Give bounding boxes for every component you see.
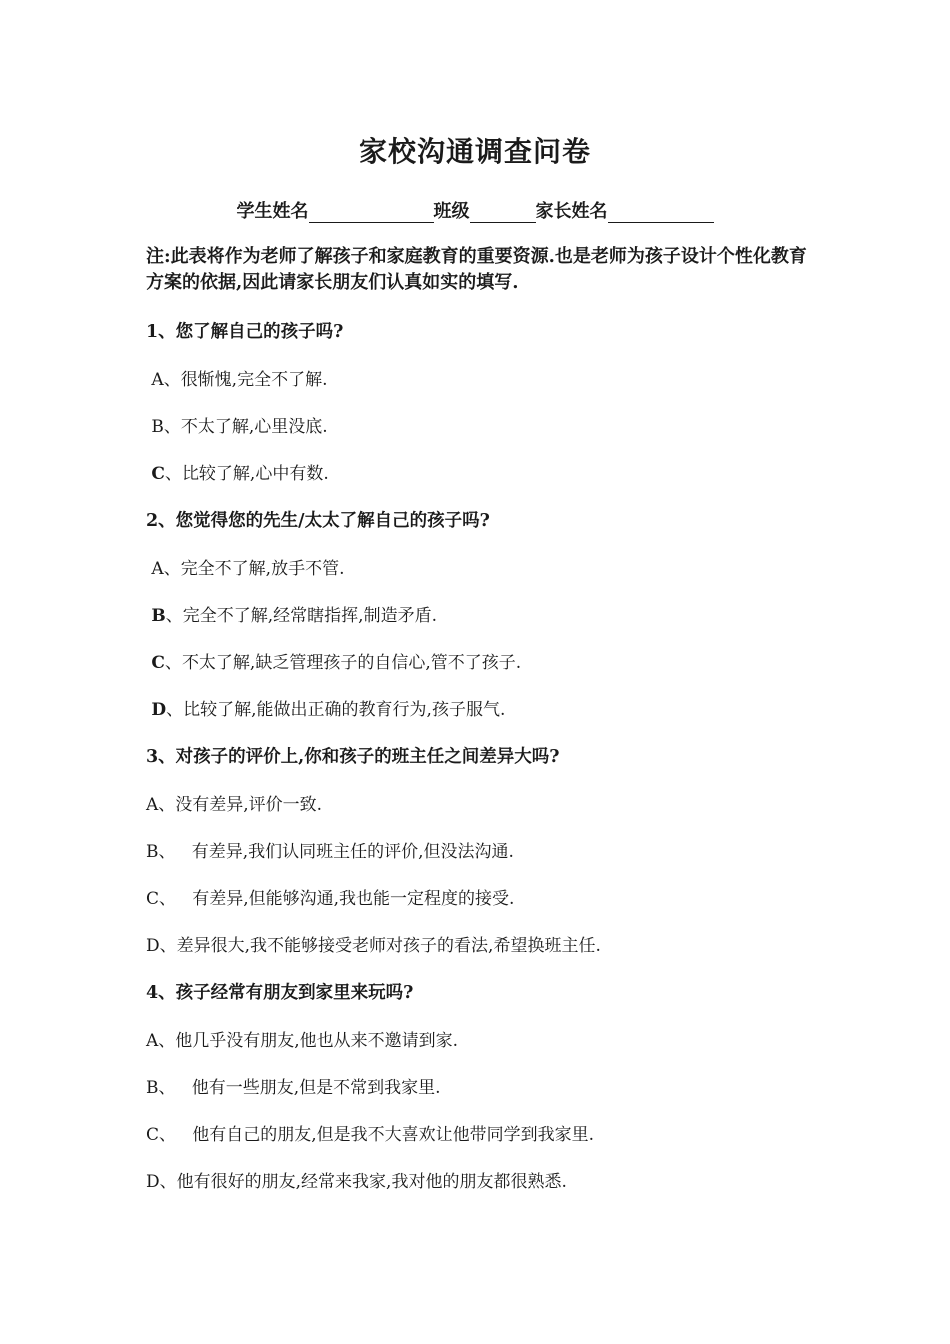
option-letter: D — [151, 700, 167, 720]
option-letter: A — [151, 559, 164, 579]
option-text: 他几乎没有朋友,他也从来不邀请到家. — [175, 1031, 459, 1051]
student-name-label: 学生姓名 — [236, 201, 309, 222]
parent-name-label: 家长姓名 — [535, 201, 608, 222]
option-text: 不太了解,心里没底. — [180, 417, 328, 437]
option-row[interactable] — [146, 931, 601, 956]
question-2: 2、您觉得您的先生/太太了解自己的孩子吗? — [146, 511, 490, 531]
info-line — [0, 197, 950, 223]
option-text: 有差异,我们认同班主任的评价,但没法沟通. — [191, 842, 514, 862]
option-row[interactable] — [146, 459, 329, 484]
option-sep: 、 — [158, 795, 176, 815]
option-letter: C — [151, 464, 165, 484]
option-row[interactable] — [146, 1167, 567, 1192]
option-text: 比较了解,能做出正确的教育行为,孩子服气. — [183, 700, 506, 720]
option-letter: B — [146, 1078, 159, 1098]
option-row[interactable] — [146, 1073, 441, 1098]
option-letter: C — [151, 653, 165, 673]
option-letter: B — [151, 417, 164, 437]
option-text: 完全不了解,经常瞎指挥,制造矛盾. — [182, 606, 437, 626]
option-row[interactable] — [146, 790, 322, 815]
parent-name-blank[interactable] — [608, 204, 714, 223]
option-sep: 、 — [164, 464, 182, 484]
option-sep: 、 — [158, 1031, 176, 1051]
option-letter: C — [146, 889, 160, 909]
option-sep: 、 — [158, 1078, 176, 1098]
option-letter: B — [151, 606, 166, 626]
option-text: 他有一些朋友,但是不常到我家里. — [191, 1078, 441, 1098]
option-text: 差异很大,我不能够接受老师对孩子的看法,希望换班主任. — [176, 936, 601, 956]
student-name-blank[interactable] — [309, 204, 434, 223]
option-sep: 、 — [159, 889, 177, 909]
question-1: 1、您了解自己的孩子吗? — [146, 322, 344, 342]
option-text: 很惭愧,完全不了解. — [180, 370, 328, 390]
question-3: 3、对孩子的评价上,你和孩子的班主任之间差异大吗? — [146, 747, 560, 767]
option-letter: D — [146, 936, 160, 956]
option-sep: 、 — [163, 559, 181, 579]
option-row[interactable] — [146, 884, 514, 909]
option-letter: D — [146, 1172, 160, 1192]
option-row[interactable] — [146, 554, 345, 579]
option-row[interactable] — [146, 1026, 458, 1051]
option-row[interactable] — [146, 648, 521, 673]
option-letter: B — [146, 842, 159, 862]
option-sep: 、 — [159, 1125, 177, 1145]
option-sep: 、 — [165, 606, 183, 626]
option-row[interactable] — [146, 1120, 594, 1145]
option-text: 没有差异,评价一致. — [175, 795, 323, 815]
option-text: 他有很好的朋友,经常来我家,我对他的朋友都很熟悉. — [176, 1172, 567, 1192]
option-sep: 、 — [159, 1172, 177, 1192]
instruction-note: 注:此表将作为老师了解孩子和家庭教育的重要资源.也是老师为孩子设计个性化教育方案的依据,因此请家长朋友们认真如实的填写. — [146, 246, 807, 293]
option-sep: 、 — [163, 417, 181, 437]
option-text: 完全不了解,放手不管. — [180, 559, 345, 579]
option-row[interactable] — [146, 837, 514, 862]
option-row[interactable] — [146, 412, 328, 437]
class-label: 班级 — [433, 201, 470, 222]
option-text: 有差异,但能够沟通,我也能一定程度的接受. — [192, 889, 515, 909]
option-text: 不太了解,缺乏管理孩子的自信心,管不了孩子. — [181, 653, 522, 673]
question-4: 4、孩子经常有朋友到家里来玩吗? — [146, 983, 414, 1003]
option-letter: A — [146, 1031, 159, 1051]
option-sep: 、 — [159, 936, 177, 956]
option-sep: 、 — [163, 370, 181, 390]
page-title: 家校沟通调查问卷 — [358, 135, 591, 168]
class-blank[interactable] — [470, 204, 536, 223]
option-row[interactable] — [146, 601, 437, 626]
option-letter: A — [151, 370, 164, 390]
option-sep: 、 — [158, 842, 176, 862]
option-text: 他有自己的朋友,但是我不大喜欢让他带同学到我家里. — [192, 1125, 595, 1145]
option-letter: C — [146, 1125, 160, 1145]
option-letter: A — [146, 795, 159, 815]
option-row[interactable] — [146, 695, 505, 720]
option-row[interactable] — [146, 365, 328, 390]
option-sep: 、 — [164, 653, 182, 673]
option-sep: 、 — [166, 700, 184, 720]
option-text: 比较了解,心中有数. — [181, 464, 329, 484]
